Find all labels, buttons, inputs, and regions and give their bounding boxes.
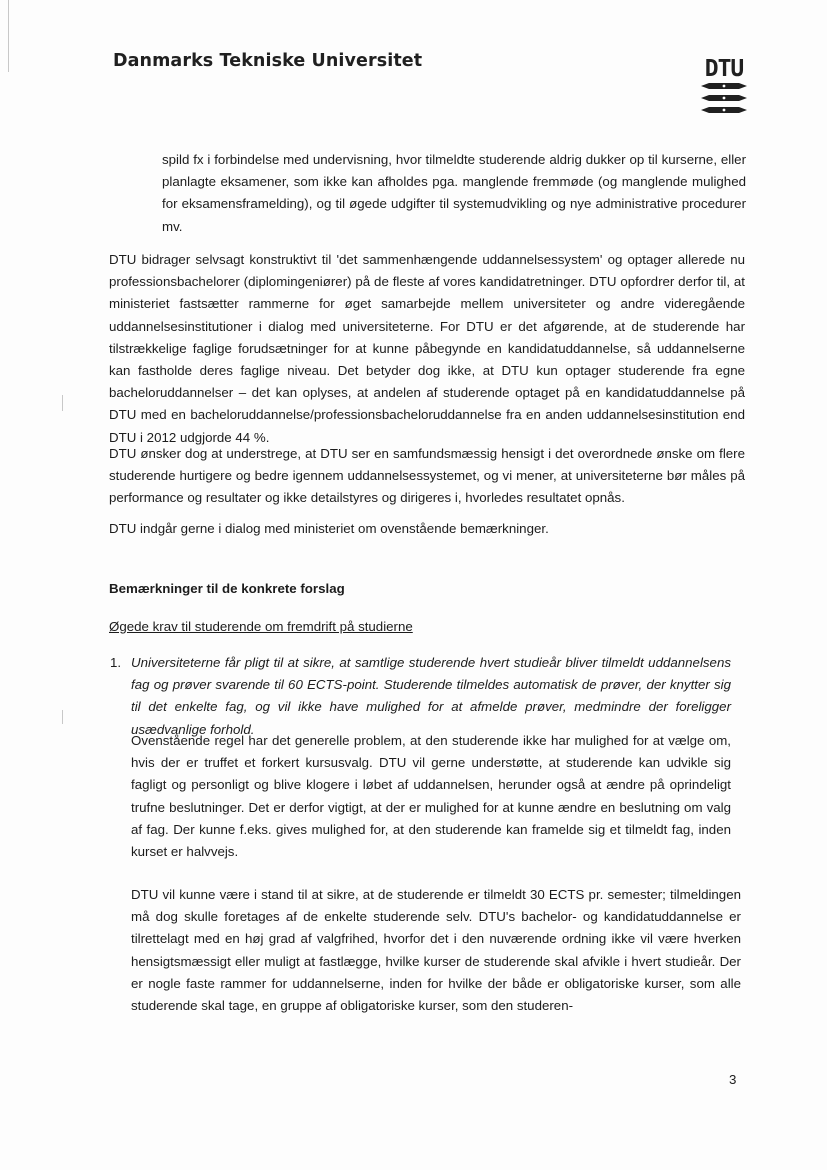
response-paragraph-2: DTU vil kunne være i stand til at sikre, at de studerende er tilmeldt 30 ECTS pr. semester; tilmeldingen må dog skulle foretages af de enkelte studerende selv. DTU's bachelor- og kandidatuddannelse er tilrettelagt med en høj grad af valgfrihed, hvorfor det i den nuværende ordning ikke vil være hverken hensigtsmæssigt eller muligt at fastlægge, hvilke kurser de studerende skal afvikle i hvert studieår. Der er nogle faste rammer for uddannelserne, inden for hvilke der både er obligatoriske kurser, som alle studerende skal tage, en gruppe af obligatoriske kurser, som den studeren- (131, 887, 741, 1014)
response-paragraph-1: Ovenstående regel har det generelle problem, at den studerende ikke har mulighed for at vælge om, hvis der er truffet et forkert kursusvalg. DTU vil gerne understøtte, at studerende kan udvikle sig fagligt og personligt og blive klogere i løbet af uddannelsen, herunder også at ændre på oprindeligt trufne beslutninger. Det er derfor vigtigt, at der er mulighed for at kunne ændre en beslutning om valg af fag. Der kunne f.eks. gives mulighed for, at den studerende kan framelde sig et tilmeldt fag, inden kurset er halvvejs. (131, 733, 731, 860)
body-paragraph-2: DTU ønsker dog at understrege, at DTU ser en samfundsmæssig hensigt i det overordnede ønske om flere studerende hurtigere og bedre igennem uddannelsessystemet, og vi mener, at universiteterne bør måles på performance og resultater og ikke detailstyres og dirigeres i, hvorledes resultatet opnås. (109, 446, 745, 506)
subsection-heading: Øgede krav til studerende om fremdrift på studierne (109, 619, 413, 634)
page-number: 3 (729, 1072, 737, 1087)
scan-edge-mark (8, 0, 9, 72)
body-paragraph-1: DTU bidrager selvsagt konstruktivt til 'det sammenhængende uddannelsessystem' og optager allerede nu professionsbachelorer (diplomingeniører) på de fleste af vores kandidatretninger. DTU opfordrer derfor til, at ministeriet fastsætter rammerne for øget samarbejde mellem universiteter og andre videregående uddannelsesinstitutioner i dialog med universiteterne. For DTU er det afgørende, at de studerende har tilstrækkelige faglige forudsætninger for at kunne påbegynde en kandidatuddannelse, så uddannelserne kan fastholde deres faglige niveau. Det betyder dog ikke, at DTU kun optager studerende fra egne bacheloruddannelser – det kan oplyses, at andelen af studerende optaget på en kandidatuddannelse på DTU med en bacheloruddannelse/professionsbacheloruddannelse fra en anden uddannelsesinstitution end DTU i 2012 udgjorde 44 %. (109, 252, 745, 445)
dtu-logo (698, 56, 750, 120)
intro-continuation: spild fx i forbindelse med undervisning, hvor tilmeldte studerende aldrig dukker op til kurserne, eller planlagte eksamener, som ikke kan afholdes pga. manglende fremmøde (og manglende mulighed for eksamensframelding), og til øgede udgifter til systemudvikling og nye administrative procedurer mv. (162, 152, 746, 234)
scan-edge-mark (62, 395, 63, 411)
section-heading: Bemærkninger til de konkrete forslag (109, 581, 345, 596)
body-paragraph-3: DTU indgår gerne i dialog med ministeriet om ovenstående bemærkninger. (109, 521, 549, 536)
list-item-number: 1. (110, 655, 122, 670)
logo-emblem-icon (699, 83, 749, 119)
logo-text: DTU (704, 56, 744, 82)
proposal-text: Universiteterne får pligt til at sikre, at samtlige studerende hvert studieår bliver tilmeldt uddannelsens fag og prøver svarende til 60 ECTS-point. Studerende tilmeldes automatisk de prøver, der knytter sig til det enkelte fag, og vil ikke have mulighed for at afmelde prøver, medmindre der foreligger usædvanlige forhold. (131, 655, 731, 737)
institution-name: Danmarks Tekniske Universitet (113, 51, 423, 71)
scan-edge-mark (62, 710, 63, 724)
